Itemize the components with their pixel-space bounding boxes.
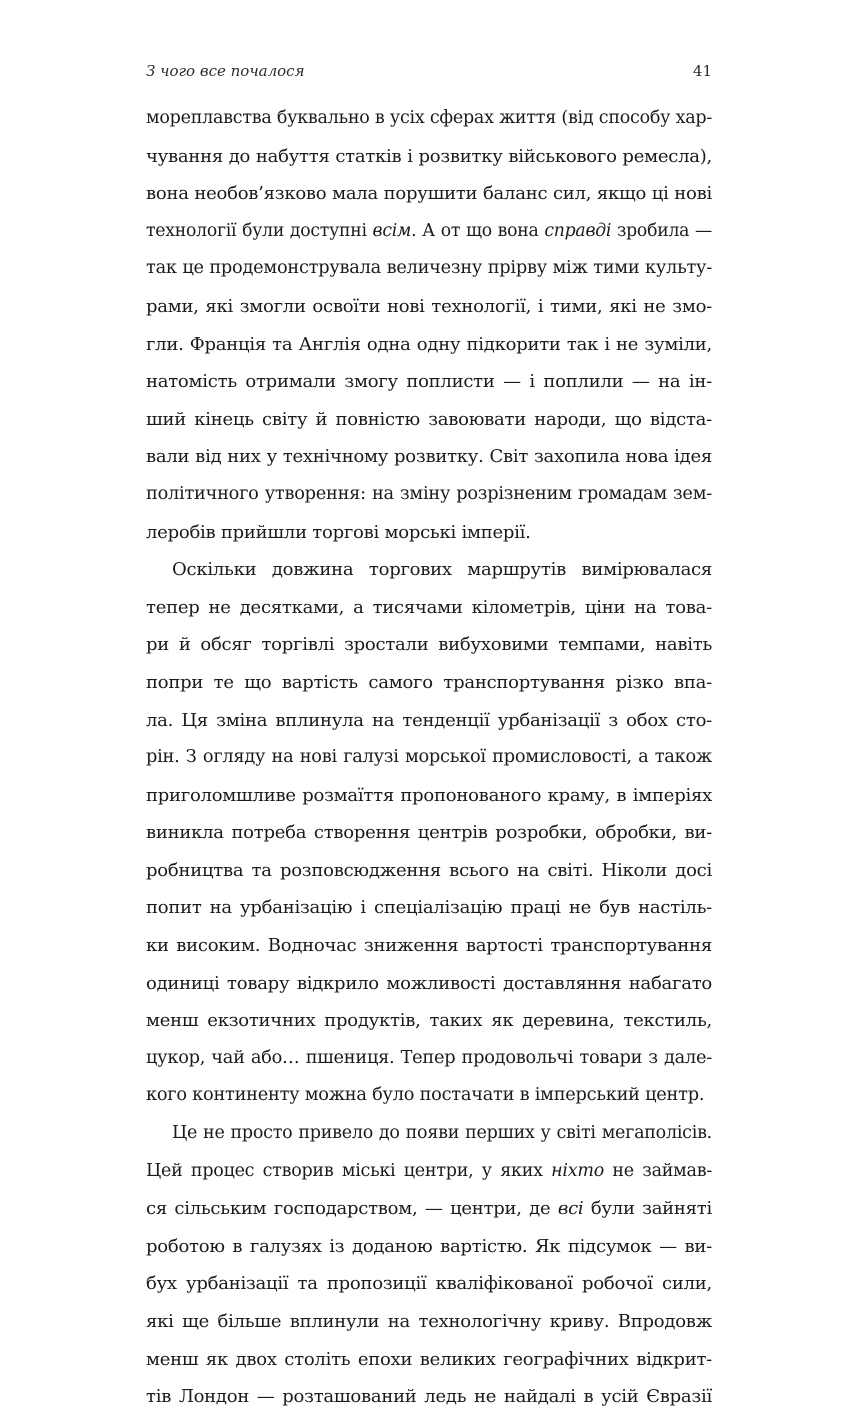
text-line: роботою в галузях із доданою вартістю. Як підсумок — ви-: [146, 1235, 712, 1257]
emphasis: ніхто: [551, 1160, 604, 1181]
text-line: Оскільки довжина торгових маршрутів вимірювалася: [172, 559, 712, 581]
text-line: ки високим. Водночас зниження вартості транспортування: [146, 935, 712, 957]
text-line: попит на урбанізацію і спеціалізацію праці не був настіль-: [146, 897, 712, 919]
text-line: приголомшливе розмаїття пропонованого краму, в імперіях: [146, 784, 712, 806]
text-line: цукор, чай або… пшениця. Тепер продовольчі товари з дале-: [146, 1047, 712, 1068]
text-line: попри те що вартість самого транспортування різко впа-: [146, 671, 712, 693]
text-line: леробів прийшли торгові морські імперії.: [146, 521, 531, 543]
text-line: так це продемонструвала величезну прірву між тими культу-: [146, 258, 712, 279]
emphasis: всі: [557, 1198, 584, 1220]
page-number: 41: [692, 62, 712, 80]
text-line: бух урбанізації та пропозиції кваліфікованої робочої сили,: [146, 1273, 712, 1295]
emphasis: всім: [372, 220, 412, 241]
text-line: гли. Франція та Англія одна одну підкорити так і не зуміли,: [146, 333, 712, 355]
text-line: Це не просто привело до появи перших у світі мегаполісів.: [172, 1123, 712, 1144]
text-line: одиниці товару відкрило можливості доставляння набагато: [146, 972, 712, 994]
text-line: чування до набуття статків і розвитку військового ремесла),: [146, 145, 712, 167]
emphasis: справді: [544, 220, 612, 241]
text-line: вона необов’язково мала порушити баланс сил, якщо ці нові: [146, 183, 712, 205]
text-line: ся сільським господарством, — центри, де всі були зайняті: [146, 1198, 712, 1220]
body-text: [146, 100, 712, 1416]
text-line: робництва та розповсюдження всього на світі. Ніколи досі: [146, 859, 712, 881]
text-line: рами, які змогли освоїти нові технології, і тими, які не змо-: [146, 295, 712, 317]
text-line: менш екзотичних продуктів, таких як деревина, текстиль,: [146, 1010, 712, 1032]
text-line: тів Лондон — розташований ледь не найдалі в усій Євразії: [146, 1386, 712, 1408]
text-line: рін. З огляду на нові галузі морської промисловості, а також: [146, 747, 712, 768]
text-line: натомість отримали змогу поплисти — і поплили — на ін-: [146, 371, 712, 393]
text-line: мореплавства буквально в усіх сферах життя (від способу хар-: [146, 108, 712, 128]
text-line: ла. Ця зміна вплинула на тенденції урбанізації з обох сто-: [146, 709, 712, 731]
text-line: політичного утворення: на зміну розрізненим громадам зем-: [146, 483, 712, 504]
text-line: тепер не десятками, а тисячами кілометрів, ціни на това-: [146, 596, 712, 618]
text-line: кого континенту можна було постачати в імперський центр.: [146, 1085, 705, 1106]
running-header: [146, 62, 712, 80]
text-line: які ще більше вплинули на технологічну криву. Впродовж: [146, 1311, 712, 1332]
text-line: Цей процес створив міські центри, у яких ніхто не займав-: [146, 1160, 712, 1181]
text-line: ший кінець світу й повністю завоювати народи, що відста-: [146, 408, 712, 430]
text-line: менш як двох століть епохи великих географічних відкрит-: [146, 1348, 712, 1370]
text-line: вали від них у технічному розвитку. Світ захопила нова ідея: [146, 446, 712, 468]
text-line: ри й обсяг торгівлі зростали вибуховими темпами, навіть: [146, 634, 712, 656]
text-line: виникла потреба створення центрів розробки, обробки, ви-: [146, 822, 712, 844]
text-line: технології були доступні всім. А от що вона справді зробила —: [146, 220, 712, 241]
chapter-title: З чого все почалося: [146, 62, 305, 80]
